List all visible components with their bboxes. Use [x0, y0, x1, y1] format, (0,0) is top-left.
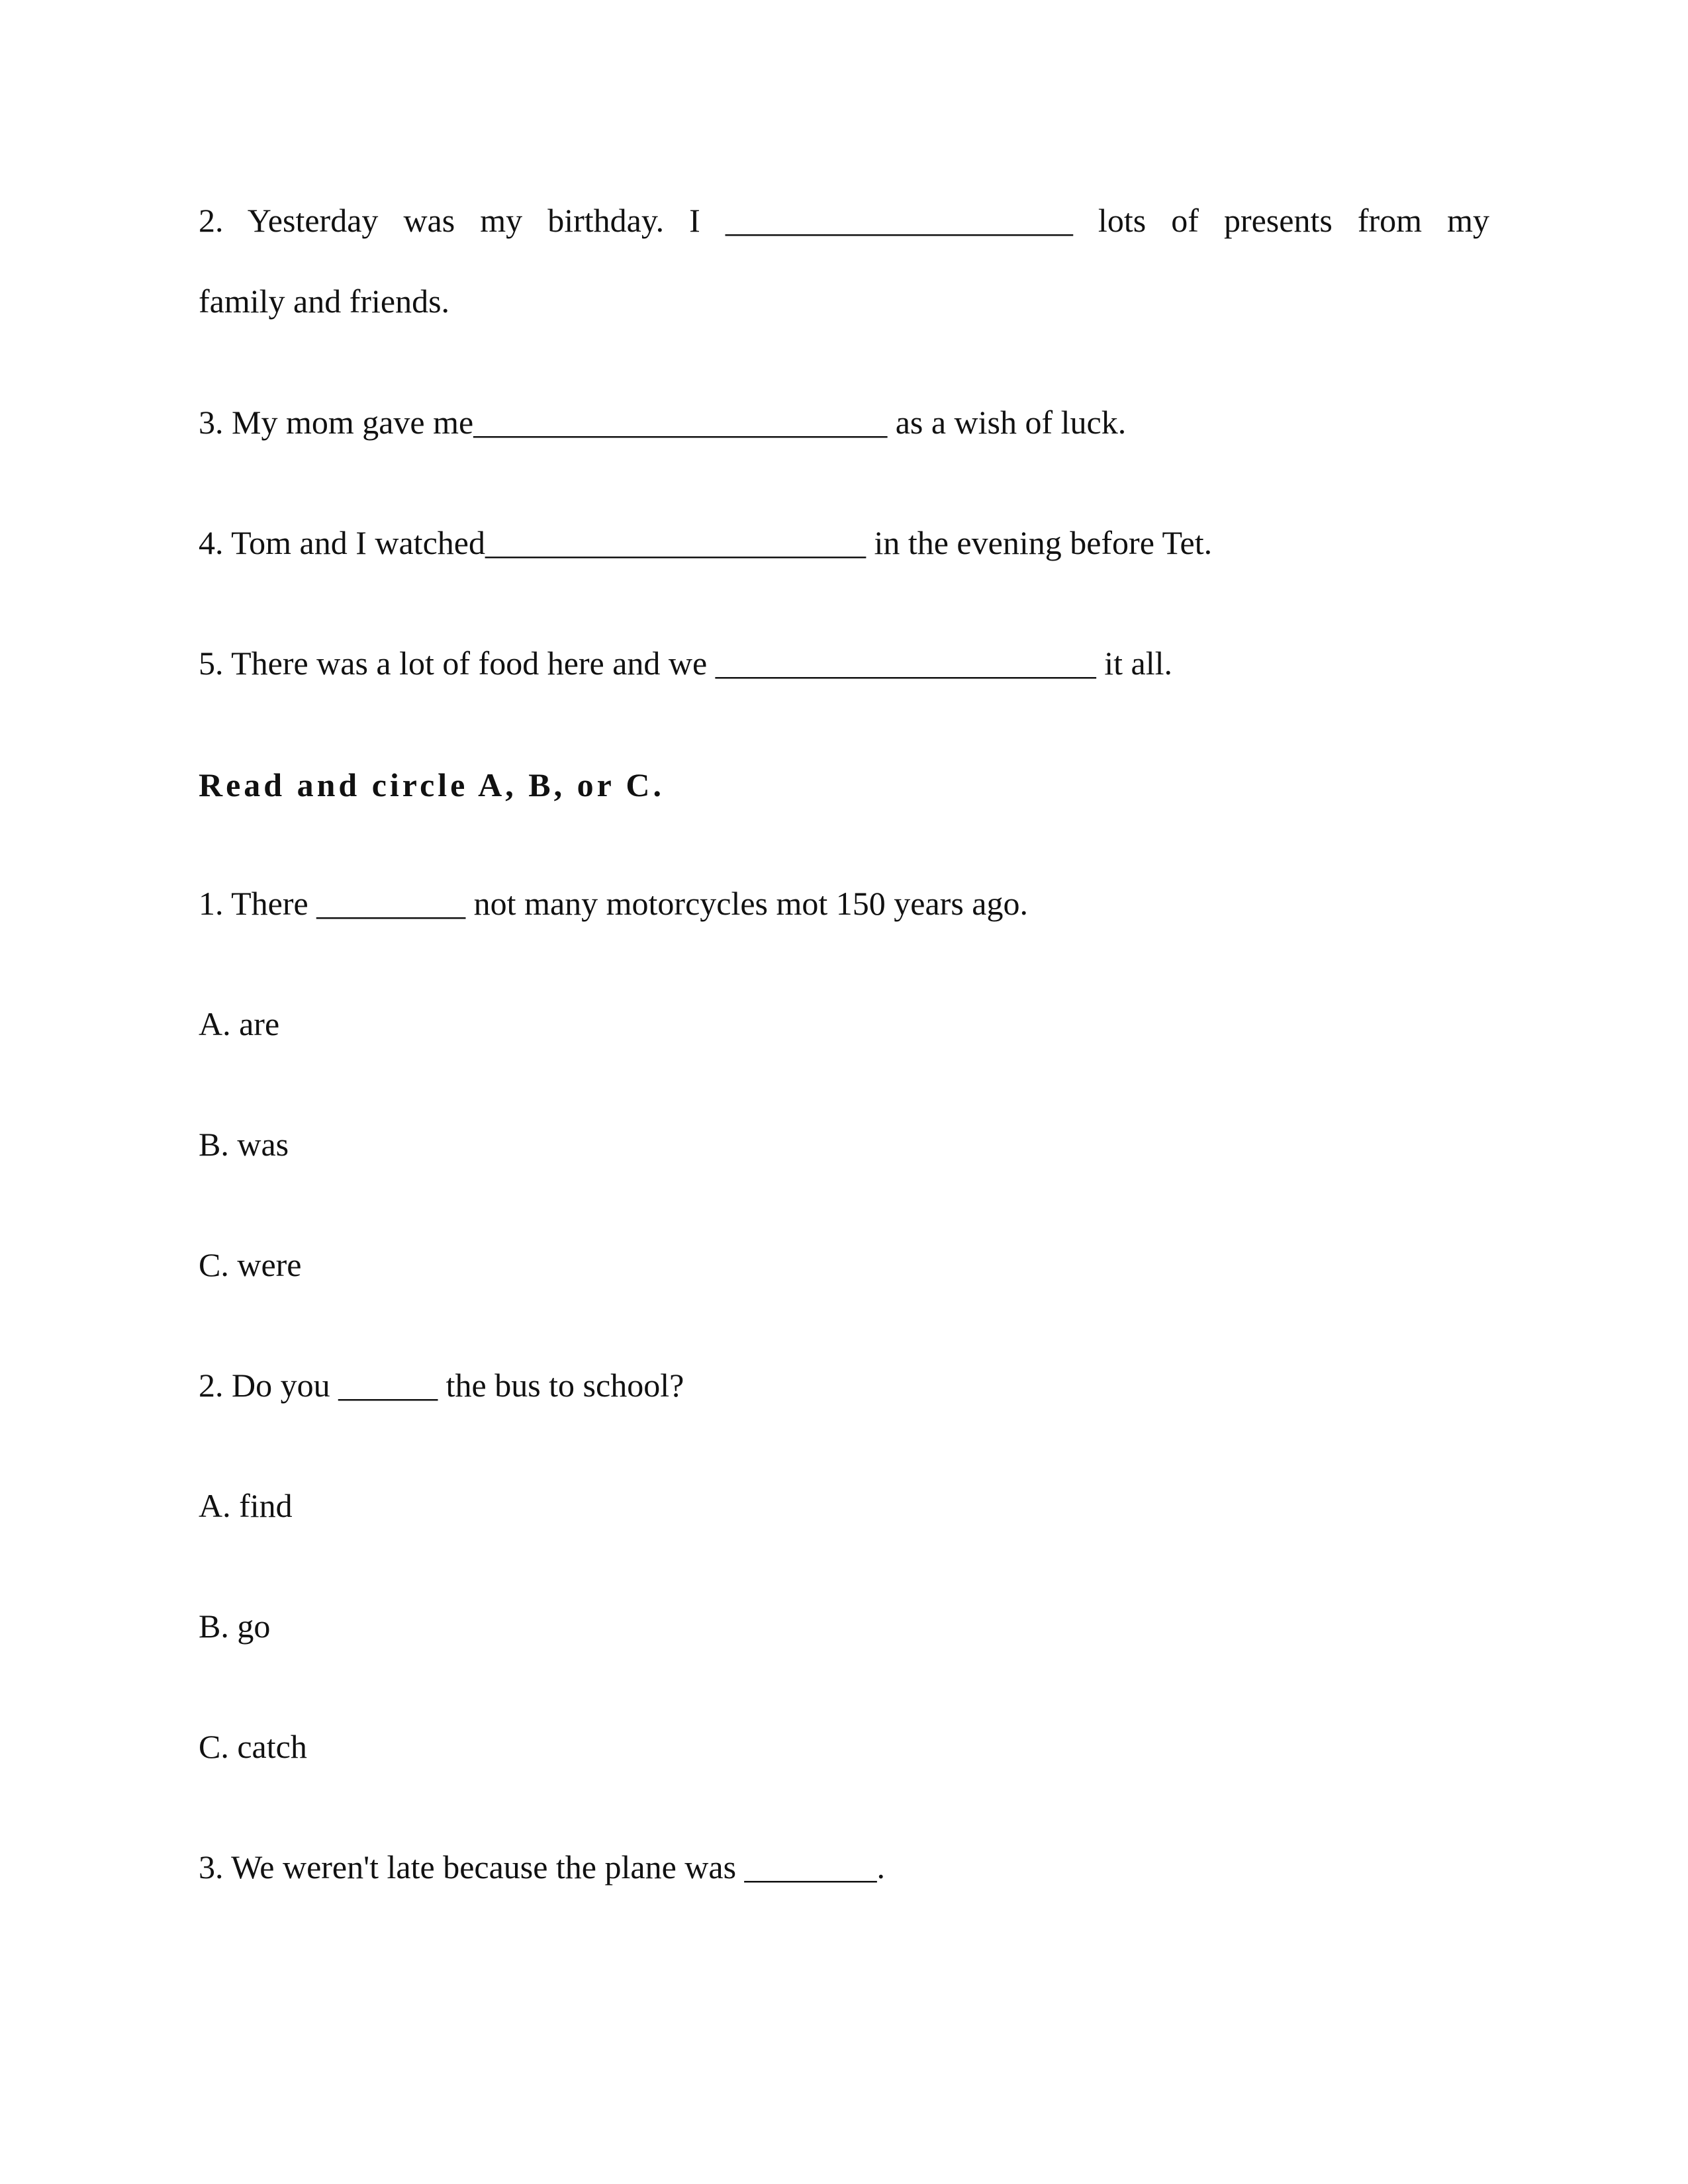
question-1-option-a: A. are: [199, 1005, 280, 1042]
question-2-option-c: C. catch: [199, 1728, 307, 1765]
question-2-option-b: B. go: [199, 1608, 271, 1645]
question-1-prompt: 1. There _________ not many motorcycles mot 150 years ago.: [199, 885, 1028, 922]
fill-in-item-4: 4. Tom and I watched_______________________ in the evening before Tet.: [199, 524, 1213, 561]
fill-in-item-2-line-2: family and friends.: [199, 283, 450, 320]
fill-in-item-2-line-1: 2. Yesterday was my birthday. I _____________________ lots of presents from my: [199, 202, 1489, 239]
fill-in-item-3: 3. My mom gave me_________________________ as a wish of luck.: [199, 404, 1127, 441]
question-2-prompt: 2. Do you ______ the bus to school?: [199, 1367, 684, 1404]
section-heading: Read and circle A, B, or C.: [199, 766, 665, 803]
question-1-option-c: C. were: [199, 1246, 302, 1283]
question-3-prompt: 3. We weren't late because the plane was ________.: [199, 1848, 886, 1886]
question-1-option-b: B. was: [199, 1126, 289, 1163]
question-2-option-a: A. find: [199, 1487, 293, 1524]
fill-in-item-5: 5. There was a lot of food here and we _______________________ it all.: [199, 645, 1172, 682]
